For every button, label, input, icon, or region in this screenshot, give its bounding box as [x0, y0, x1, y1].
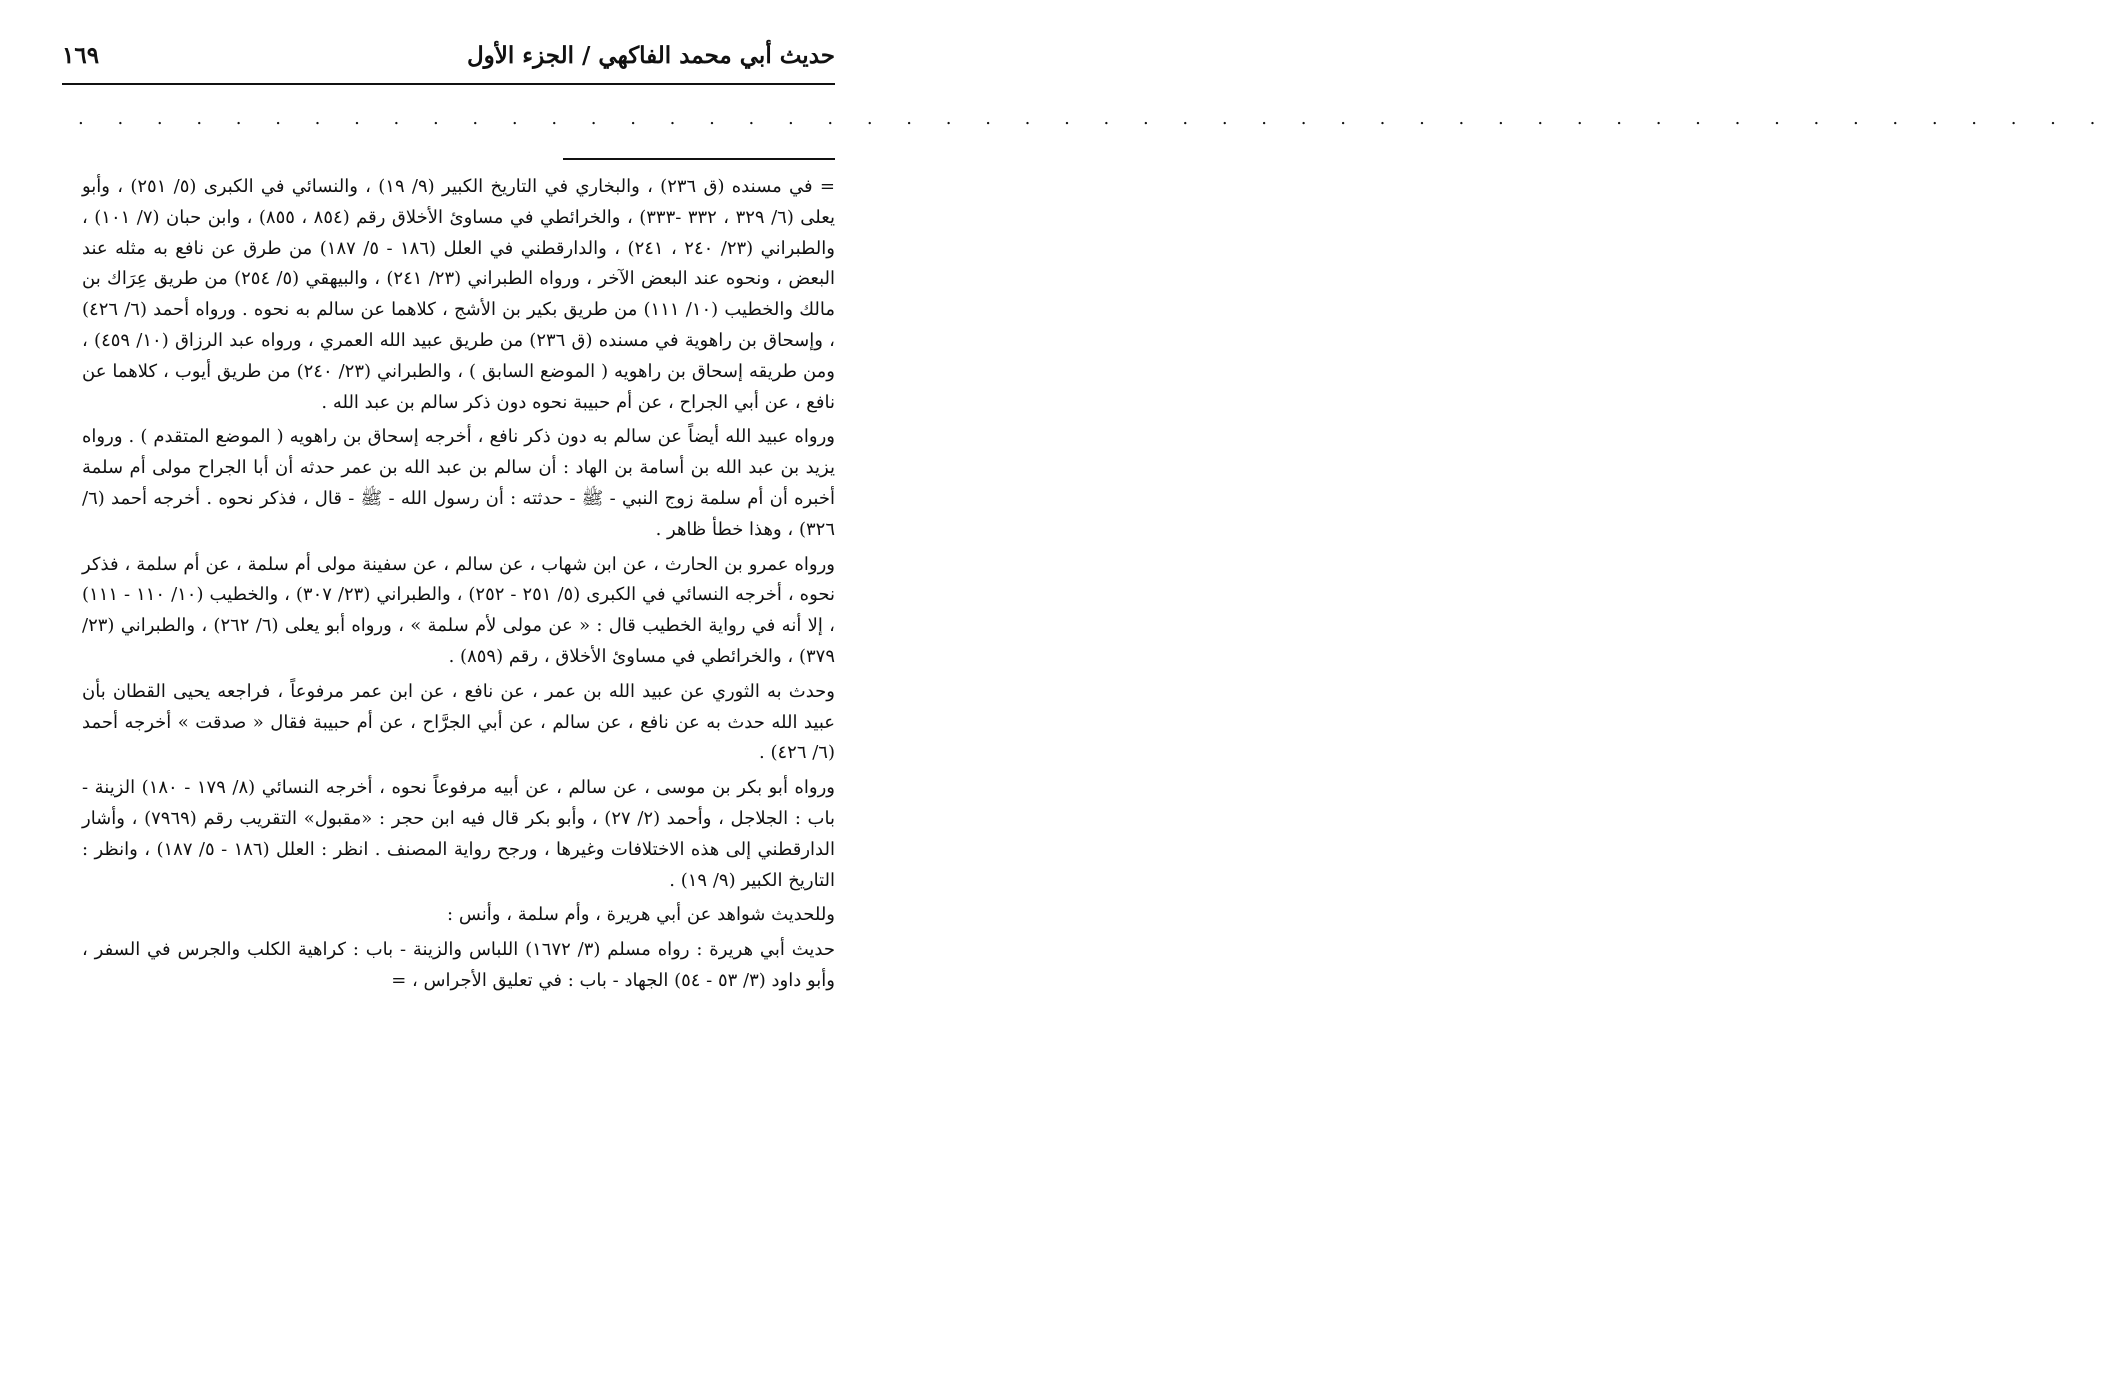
footnote-paragraph: ورواه عبيد الله أيضاً عن سالم به دون ذكر نافع ، أخرجه إسحاق بن راهويه ( الموضع المتقدم ) . ورواه يزيد بن عبد الله بن أسامة بن الهاد : أن سالم بن عبد الله بن عمر حدثه أن أبا الجراح مولى أم سلمة أخبره أن أم سلمة زوج النبي - ﷺ - حدثته : أن رسول الله - ﷺ - قال ، فذكر نحوه . أخرجه أحمد (٦/ ٣٢٦) ، وهذا خطأ ظاهر .: [82, 426, 835, 540]
header-rule: [62, 83, 835, 85]
footnote-body: [82, 172, 835, 1001]
footnote-paragraph: ورواه عمرو بن الحارث ، عن ابن شهاب ، عن سالم ، عن سفينة مولى أم سلمة ، عن أم سلمة ، فذكر نحوه ، أخرجه النسائي في الكبرى (٥/ ٢٥١ - ٢٥٢) ، والطبراني (٢٣/ ٣٠٧) ، والخطيب (١٠/ ١١٠ - ١١١) ، إلا أنه في رواية الخطيب قال : « عن مولى لأم سلمة » ، ورواه أبو يعلى (٦/ ٢٦٢) ، والطبراني (٢٣/ ٣٧٩) ، والخرائطي في مساوئ الأخلاق ، رقم (٨٥٩) .: [82, 553, 836, 667]
footnote-rule: [563, 158, 835, 160]
footnote-paragraph: حديث أبي هريرة : رواه مسلم (٣/ ١٦٧٢) اللباس والزينة - باب : كراهية الكلب والجرس في السفر ، وأبو داود (٣/ ٥٣ - ٥٤) الجهاد - باب : في تعليق الأجراس ، =: [82, 939, 835, 991]
page-number: ١٦٩: [62, 42, 100, 69]
footnote-paragraph: وحدث به الثوري عن عبيد الله بن عمر ، عن نافع ، عن ابن عمر مرفوعاً ، فراجعه يحيى القطان بأن عبيد الله حدث به عن نافع ، عن سالم ، عن أبي الجرَّاح ، عن أم حبيبة فقال « صدقت » أخرجه أحمد (٦/ ٤٢٦) .: [82, 680, 835, 764]
dotted-separator: . . . . . . . . . . . . . . . . . . . . . . . . . . . . . . . . . . . . . . . . . . . . . . . . . . . .: [78, 108, 2109, 129]
footnote-paragraph: وللحديث شواهد عن أبي هريرة ، وأم سلمة ، وأنس :: [447, 904, 835, 926]
footnote-paragraph: ورواه أبو بكر بن موسى ، عن سالم ، عن أبيه مرفوعاً نحوه ، أخرجه النسائي (٨/ ١٧٩ - ١٨٠) الزينة - باب : الجلاجل ، وأحمد (٢/ ٢٧) ، وأبو بكر قال فيه ابن حجر : «مقبول» التقريب رقم (٧٩٦٩) ، وأشار الدارقطني إلى هذه الاختلافات وغيرها ، ورجح رواية المصنف . انظر : العلل (١٨٦ - ٥/ ١٨٧) ، وانظر : التاريخ الكبير (٩/ ١٩) .: [82, 777, 835, 891]
running-title: حديث أبي محمد الفاكهي / الجزء الأول: [466, 42, 835, 69]
footnote-paragraph: = في مسنده (ق ٢٣٦) ، والبخاري في التاريخ الكبير (٩/ ١٩) ، والنسائي في الكبرى (٥/ ٢٥١) ، وأبو يعلى (٦/ ٣٢٩ ، ٣٣٢ -٣٣٣) ، والخرائطي في مساوئ الأخلاق رقم (٨٥٤ ، ٨٥٥) ، وابن حبان (٧/ ١٠١) ، والطبراني (٢٣/ ٢٤٠ ، ٢٤١) ، والدارقطني في العلل (١٨٦ - ٥/ ١٨٧) من طرق عن نافع به مثله عند البعض ، ونحوه عند البعض الآخر ، ورواه الطبراني (٢٣/ ٢٤١) ، والبيهقي (٥/ ٢٥٤) من طريق عِرَاك بن مالك والخطيب (١٠/ ١١١) من طريق بكير بن الأشج ، كلاهما عن سالم به نحوه . ورواه أحمد (٦/ ٤٢٦) ، وإسحاق بن راهوية في مسنده (ق ٢٣٦) من طريق عبيد الله العمري ، ورواه عبد الرزاق (١٠/ ٤٥٩) ، ومن طريقه إسحاق بن راهويه ( الموضع السابق ) ، والطبراني (٢٣/ ٢٤٠) من طريق أيوب ، كلاهما عن نافع ، عن أبي الجراح ، عن أم حبيبة نحوه دون ذكر سالم بن عبد الله .: [82, 176, 835, 413]
page-header: [62, 42, 835, 82]
